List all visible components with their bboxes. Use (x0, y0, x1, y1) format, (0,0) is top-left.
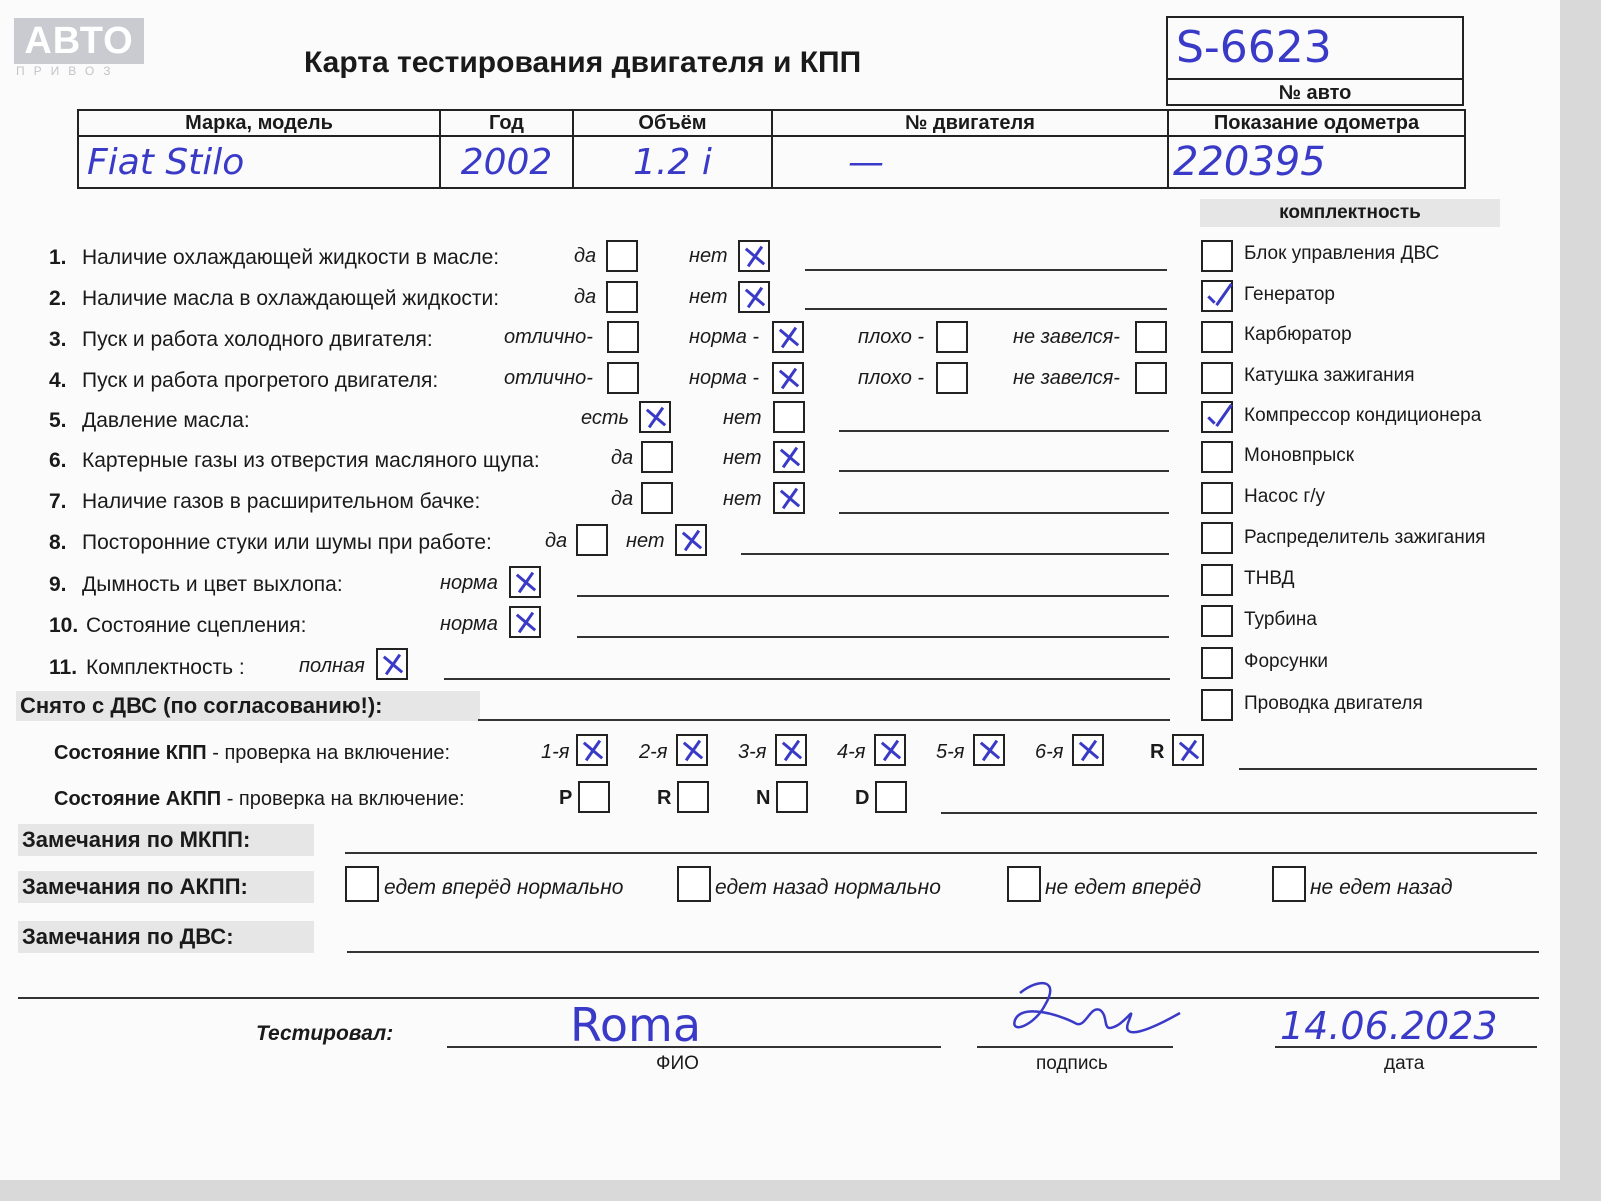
notes-line (444, 678, 1170, 680)
option-checkbox[interactable] (639, 401, 671, 433)
col-brand-model: Марка, модель (78, 110, 440, 136)
option-label: норма (440, 572, 498, 594)
option-checkbox[interactable] (738, 281, 770, 313)
komplekt-label-mono-injection: Моновпрыск (1244, 445, 1355, 466)
option-checkbox[interactable] (772, 321, 804, 353)
date-line (1275, 1046, 1537, 1048)
komplekt-checkbox-ignition-coil[interactable] (1201, 362, 1233, 394)
option-checkbox[interactable] (738, 240, 770, 272)
komplekt-label-distributor: Распределитель зажигания (1244, 527, 1486, 548)
item-label: Наличие охлаждающей жидкости в масле: (82, 246, 500, 269)
car-number-value: S-6623 (1176, 22, 1332, 73)
option-label: норма (440, 613, 498, 635)
notes-line (839, 512, 1169, 514)
remarks-dvs-label: Замечания по ДВС: (18, 921, 314, 953)
option-checkbox[interactable] (641, 482, 673, 514)
value-brand-model: Fiat Stilo (78, 136, 440, 188)
value-odometer: 220395 (1168, 136, 1465, 188)
gear-checkbox[interactable] (676, 734, 708, 766)
item-number: 4. (49, 369, 67, 392)
komplekt-label-tnvd: ТНВД (1244, 568, 1295, 589)
remarks-mkpp-line (345, 852, 1537, 854)
komplekt-checkbox-ecu[interactable] (1201, 240, 1233, 272)
date-value: 14.06.2023 (1280, 1004, 1498, 1048)
vehicle-info-table (77, 109, 1466, 189)
notes-line (805, 308, 1167, 310)
col-odometer: Показание одометра (1168, 110, 1465, 136)
komplekt-checkbox-carburetor[interactable] (1201, 321, 1233, 353)
akpp-notes-line (941, 812, 1537, 814)
gear-checkbox[interactable] (874, 734, 906, 766)
option-checkbox[interactable] (509, 606, 541, 638)
notes-line (741, 553, 1169, 555)
komplekt-checkbox-generator[interactable] (1201, 280, 1233, 312)
option-label: нет (723, 488, 762, 510)
mode-label: D (855, 787, 870, 809)
komplekt-title: комплектность (1200, 199, 1500, 227)
kpp-notes-line (1239, 768, 1537, 770)
komplekt-label-carburetor: Карбюратор (1244, 324, 1352, 345)
akpp-forward-ok-label: едет вперёд нормально (384, 876, 624, 899)
komplekt-checkbox-wiring[interactable] (1201, 689, 1233, 721)
col-engine-number: № двигателя (772, 110, 1168, 136)
komplekt-label-ecu: Блок управления ДВС (1244, 243, 1440, 264)
notes-line (577, 636, 1169, 638)
option-checkbox[interactable] (936, 362, 968, 394)
signature-label: подпись (1036, 1053, 1108, 1074)
mode-label: P (559, 787, 573, 809)
option-label: нет (626, 530, 665, 552)
option-checkbox[interactable] (773, 482, 805, 514)
item-number: 1. (49, 246, 67, 269)
option-checkbox[interactable] (607, 321, 639, 353)
item-label: Посторонние стуки или шумы при работе: (82, 531, 492, 554)
komplekt-label-turbo: Турбина (1244, 609, 1317, 630)
mode-checkbox[interactable] (677, 781, 709, 813)
gear-label: 5-я (936, 741, 965, 763)
mode-checkbox[interactable] (578, 781, 610, 813)
gear-checkbox[interactable] (576, 734, 608, 766)
notes-line (839, 470, 1169, 472)
option-label: нет (723, 447, 762, 469)
mode-checkbox[interactable] (875, 781, 907, 813)
car-number-label: № авто (1168, 78, 1462, 106)
gear-label: 4-я (837, 741, 866, 763)
option-checkbox[interactable] (376, 648, 408, 680)
komplekt-label-generator: Генератор (1244, 284, 1335, 305)
tested-by-label: Тестировал: (256, 1022, 394, 1045)
notes-line (805, 269, 1167, 271)
option-label: отлично- (504, 326, 593, 348)
item-number: 6. (49, 449, 67, 472)
gear-label: R (1150, 741, 1165, 763)
option-checkbox[interactable] (606, 281, 638, 313)
akpp-forward-ok-checkbox[interactable] (345, 866, 379, 902)
remarks-extra-line (18, 997, 1539, 999)
option-checkbox[interactable] (675, 524, 707, 556)
option-label: плохо - (858, 326, 925, 348)
remarks-dvs-line (347, 951, 1539, 953)
item-label: Пуск и работа прогретого двигателя: (82, 369, 439, 392)
komplekt-checkbox-tnvd[interactable] (1201, 564, 1233, 596)
fio-label: ФИО (656, 1053, 699, 1074)
gear-checkbox[interactable] (1172, 734, 1204, 766)
removed-from-engine-label: Снято с ДВС (по согласованию!): (16, 691, 480, 721)
item-label: Картерные газы из отверстия масляного щупа: (82, 449, 540, 472)
option-label: да (545, 530, 568, 552)
option-label: да (574, 286, 597, 308)
option-checkbox[interactable] (576, 524, 608, 556)
item-number: 9. (49, 573, 67, 596)
komplekt-label-wiring: Проводка двигателя (1244, 693, 1423, 714)
signature (1000, 975, 1190, 1050)
value-year: 2002 (440, 136, 573, 188)
item-label: Пуск и работа холодного двигателя: (82, 328, 433, 351)
option-checkbox[interactable] (773, 401, 805, 433)
gear-label: 3-я (738, 741, 767, 763)
kpp-label-rest: - проверка на включение: (206, 742, 451, 764)
item-number: 3. (49, 328, 67, 351)
item-label: Дымность и цвет выхлопа: (82, 573, 343, 596)
akpp-no-reverse-label: не едет назад (1310, 876, 1453, 899)
option-label: плохо - (858, 367, 925, 389)
option-checkbox[interactable] (936, 321, 968, 353)
value-volume: 1.2 i (573, 136, 772, 188)
fio-line (447, 1046, 941, 1048)
gear-label: 6-я (1035, 741, 1064, 763)
option-checkbox[interactable] (773, 441, 805, 473)
item-number: 10. (49, 614, 79, 637)
mode-label: R (657, 787, 672, 809)
removed-from-engine-line (478, 719, 1170, 721)
option-label: не завелся- (1013, 326, 1120, 348)
komplekt-label-ps-pump: Насос г/у (1244, 486, 1326, 507)
signature-line (977, 1046, 1173, 1048)
option-checkbox[interactable] (641, 441, 673, 473)
option-label: нет (689, 286, 728, 308)
akpp-no-forward-checkbox[interactable] (1007, 866, 1041, 902)
mode-label: N (756, 787, 771, 809)
item-number: 7. (49, 490, 67, 513)
signature-icon (1000, 975, 1190, 1050)
komplekt-label-injectors: Форсунки (1244, 651, 1328, 672)
option-label: отлично- (504, 367, 593, 389)
car-number-box (1166, 16, 1464, 106)
date-label: дата (1384, 1053, 1425, 1074)
option-label: да (574, 245, 597, 267)
komplekt-checkbox-ps-pump[interactable] (1201, 482, 1233, 514)
logo: АВТО (14, 18, 144, 64)
option-checkbox[interactable] (1135, 321, 1167, 353)
item-label: Наличие газов в расширительном бачке: (82, 490, 481, 513)
remarks-akpp-label: Замечания по АКПП: (18, 871, 314, 903)
option-label: норма - (689, 367, 760, 389)
komplekt-checkbox-mono-injection[interactable] (1201, 441, 1233, 473)
mode-checkbox[interactable] (776, 781, 808, 813)
option-label: нет (689, 245, 728, 267)
komplekt-checkbox-turbo[interactable] (1201, 605, 1233, 637)
page-title: Карта тестирования двигателя и КПП (304, 46, 862, 79)
kpp-label (54, 742, 450, 765)
gear-checkbox[interactable] (1072, 734, 1104, 766)
akpp-reverse-ok-checkbox[interactable] (677, 866, 711, 902)
komplekt-checkbox-ac-compressor[interactable] (1201, 401, 1233, 433)
option-checkbox[interactable] (606, 240, 638, 272)
gear-checkbox[interactable] (973, 734, 1005, 766)
komplekt-label-ac-compressor: Компрессор кондиционера (1244, 405, 1482, 426)
option-label: да (611, 447, 634, 469)
akpp-label (54, 788, 465, 811)
logo-subtitle: ПРИВОЗ (16, 64, 120, 78)
item-label: Наличие масла в охлаждающей жидкости: (82, 287, 500, 310)
item-number: 2. (49, 287, 67, 310)
option-checkbox[interactable] (607, 362, 639, 394)
option-label: полная (299, 655, 365, 677)
komplekt-checkbox-distributor[interactable] (1201, 522, 1233, 554)
item-number: 8. (49, 531, 67, 554)
item-label: Давление масла: (82, 409, 250, 432)
col-volume: Объём (573, 110, 772, 136)
option-checkbox[interactable] (1135, 362, 1167, 394)
item-number: 11. (49, 656, 78, 679)
option-checkbox[interactable] (772, 362, 804, 394)
akpp-reverse-ok-label: едет назад нормально (715, 876, 941, 899)
col-year: Год (440, 110, 573, 136)
notes-line (839, 430, 1169, 432)
gear-label: 1-я (541, 741, 570, 763)
item-number: 5. (49, 409, 67, 432)
item-label: Состояние сцепления: (86, 614, 307, 637)
notes-line (577, 595, 1169, 597)
gear-label: 2-я (639, 741, 668, 763)
tester-name: Roma (570, 998, 702, 1052)
option-label: да (611, 488, 634, 510)
akpp-label-bold: Состояние АКПП (54, 788, 222, 810)
option-checkbox[interactable] (509, 566, 541, 598)
gear-checkbox[interactable] (775, 734, 807, 766)
remarks-mkpp-label: Замечания по МКПП: (18, 824, 314, 856)
kpp-label-bold: Состояние КПП (54, 742, 207, 764)
komplekt-label-ignition-coil: Катушка зажигания (1244, 365, 1415, 386)
option-label: есть (581, 407, 630, 429)
akpp-label-rest: - проверка на включение: (221, 788, 465, 810)
akpp-no-forward-label: не едет вперёд (1045, 876, 1202, 899)
komplekt-checkbox-injectors[interactable] (1201, 647, 1233, 679)
item-label: Комплектность : (86, 656, 245, 679)
option-label: не завелся- (1013, 367, 1120, 389)
value-engine-number: — (772, 136, 1168, 188)
option-label: норма - (689, 326, 760, 348)
akpp-no-reverse-checkbox[interactable] (1272, 866, 1306, 902)
option-label: нет (723, 407, 762, 429)
